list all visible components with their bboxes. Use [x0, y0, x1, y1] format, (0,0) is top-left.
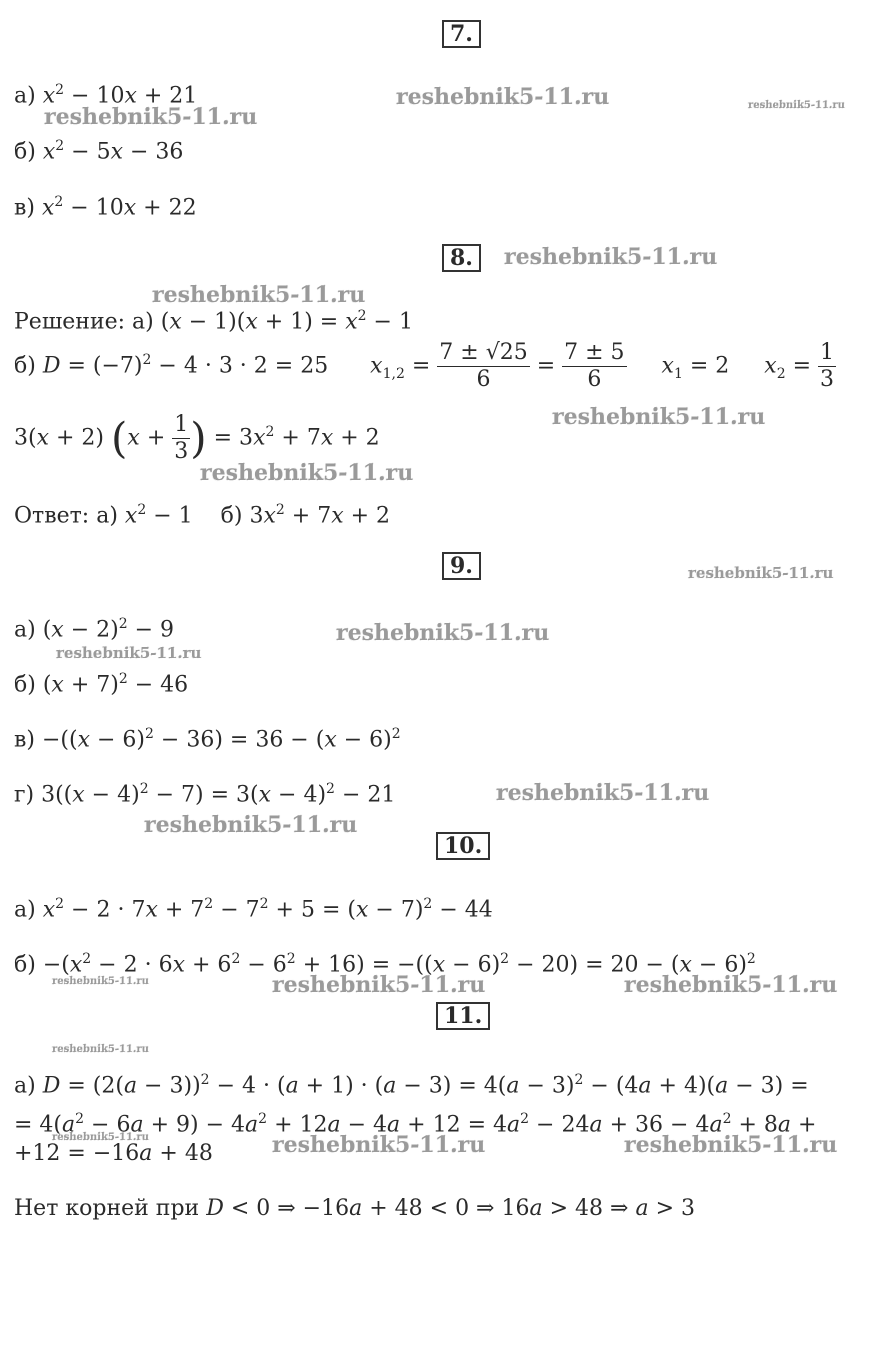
p8-line-expansion: 3(x + 2) (x + $\frac{1}{3}$ ) = $3x^2 + 7x + 2$ [14, 412, 380, 464]
watermark: reshebnik5-11.ru [144, 812, 358, 838]
problem-number-9: 9. [442, 552, 481, 580]
watermark: reshebnik5-11.ru [152, 282, 366, 308]
p7-line-b: б) $x^2 - 5x - 36$ [14, 138, 184, 165]
watermark: reshebnik5-11.ru [624, 972, 838, 998]
p9-line-v: $в) -((x - 6)^2 - 36) = 36 - (x - 6)^2$ [14, 726, 401, 753]
watermark: reshebnik5-11.ru [52, 976, 149, 987]
watermark: reshebnik5-11.ru [272, 1132, 486, 1158]
p7-line-a: а) $x^2 - 10x + 21$ [14, 82, 198, 109]
p9-line-a: а) $(x - 2)^2 - 9$ [14, 616, 175, 643]
watermark: reshebnik5-11.ru [688, 564, 834, 582]
watermark: reshebnik5-11.ru [504, 244, 718, 270]
watermark: reshebnik5-11.ru [56, 644, 202, 662]
watermark: reshebnik5-11.ru [272, 972, 486, 998]
p9-line-b: б) $(x + 7)^2 - 46$ [14, 671, 189, 698]
p11-line-3: +12 = −16a + 48 [14, 1141, 213, 1166]
watermark: reshebnik5-11.ru [52, 1044, 149, 1055]
watermark: reshebnik5-11.ru [748, 100, 845, 111]
p11-line-4: Нет корней при D < 0 ⇒ −16a + 48 < 0 ⇒ 16a > 48 ⇒ a > 3 [14, 1196, 695, 1221]
problem-number-10: 10. [436, 832, 490, 860]
p10-line-a: а) $x^2 - 2 \cdot 7x + 7^2 - 7^2 + 5 = (x - 7)^2 - 44$ [14, 896, 493, 923]
p11-line-1: а) $D = (2(a - 3))^2 - 4 \cdot (a + 1) \cdot (a - 3) = 4(a - 3)^2 - (4a + 4)(a - 3)$ = [14, 1072, 809, 1099]
watermark: reshebnik5-11.ru [552, 404, 766, 430]
p10-line-b: $б) -(x^2 - 2 \cdot 6x + 6^2 - 6^2 + 16) = -((x - 6)^2 - 20) = 20 - (x - 6)^2$ [14, 951, 756, 978]
solution-label: Решение: [14, 309, 126, 335]
p8-line-b: б) $D = (-7)^2 - 4 \cdot 3 \cdot 2 = 25$ $x_{1,2}$ = $\frac{7 \pm √25}{6}$ = $\frac{7 \pm 5}{6}$ $x_1 = 2$ $x_2$ = $\frac{1}{3}$ [14, 340, 835, 392]
problem-number-8: 8. [442, 244, 481, 272]
p7-line-v: в) $x^2 - 10x + 22$ [14, 194, 197, 221]
watermark: reshebnik5-11.ru [52, 1132, 149, 1143]
watermark: reshebnik5-11.ru [396, 84, 610, 110]
watermark: reshebnik5-11.ru [200, 460, 414, 486]
watermark: reshebnik5-11.ru [44, 104, 258, 130]
watermark: reshebnik5-11.ru [496, 780, 710, 806]
p9-line-g: г) $3((x - 4)^2 - 7) = 3(x - 4)^2 - 21$ [14, 781, 396, 808]
p11-line-2: = $4(a^2 - 6a + 9) - 4a^2 + 12a - 4a + 12 = 4a^2 - 24a + 36 - 4a^2 + 8a$ + [14, 1111, 817, 1138]
problem-number-11: 11. [436, 1002, 490, 1030]
answer-label: Ответ: [14, 503, 90, 529]
p8-solution-line: Решение: а) $(x - 1)(x + 1) = x^2 - 1$ [14, 308, 413, 335]
p8-answer-line: Ответ: а) $x^2 - 1$ б) $3x^2 + 7x + 2$ [14, 502, 391, 529]
problem-number-7: 7. [442, 20, 481, 48]
watermark: reshebnik5-11.ru [624, 1132, 838, 1158]
watermark: reshebnik5-11.ru [336, 620, 550, 646]
